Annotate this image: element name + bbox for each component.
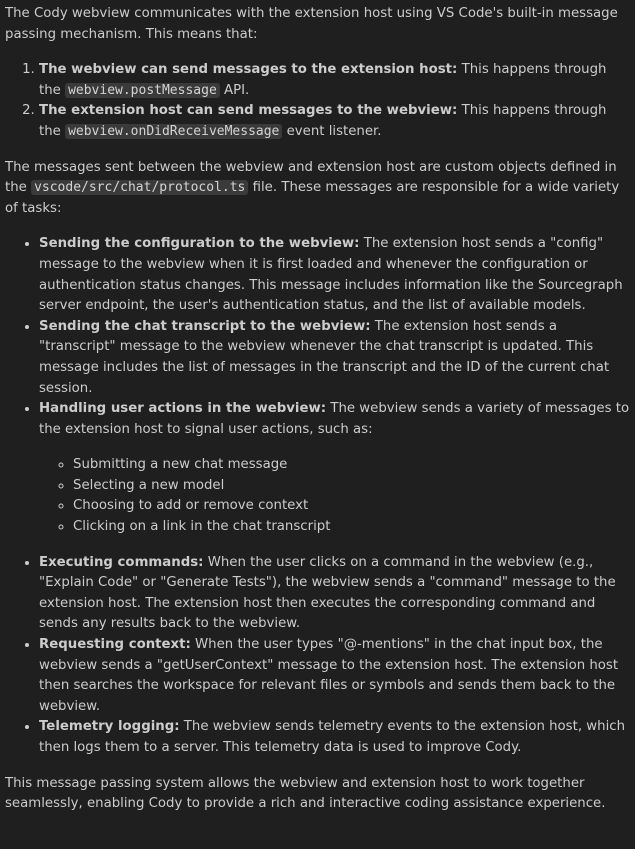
task-title: Sending the configuration to the webview:: [39, 236, 360, 252]
user-action-item: ◦ Clicking on a link in the chat transcript: [73, 517, 630, 538]
direction-item-webview-to-host: [39, 60, 630, 101]
direction-text: event listener.: [282, 123, 382, 139]
task-text: The extension host sends a "config" message to the webview when it is first loaded and whenever the configuration or authentication status changes. This message includes information like the Sourcegraph server endpoint, the user's authentication status, and the list of available models.: [39, 236, 623, 314]
direction-list: [5, 60, 630, 142]
inline-code: vscode/src/chat/protocol.ts: [31, 180, 248, 195]
task-text: The webview sends telemetry events to the extension host, which then logs them to a server. This telemetry data is used to improve Cody.: [39, 719, 626, 755]
direction-title: The webview can send messages to the extension host:: [39, 62, 458, 78]
task-item-configuration: [39, 234, 630, 316]
task-title: Sending the chat transcript to the webview:: [39, 318, 371, 334]
user-action-item: ◦ Choosing to add or remove context: [73, 496, 630, 517]
protocol-text: The messages sent between the webview and extension host are custom objects defined in the: [5, 159, 617, 196]
task-item-user-actions: [39, 399, 630, 538]
task-text: The extension host sends a "transcript" message to the webview whenever the chat transcript is updated. This message includes the list of messages in the transcript and the ID of the current chat session.: [39, 318, 610, 396]
user-action-list: [39, 455, 630, 537]
protocol-text: file. These messages are responsible for a wide variety of tasks:: [5, 180, 620, 216]
task-item-transcript: [39, 317, 630, 399]
task-text: When the user clicks on a command in the webview (e.g., "Explain Code" or "Generate Tests"), the webview sends a "command" message to the extension host. The extension host then executes the corresponding command and sends any results back to the webview.: [39, 554, 616, 632]
task-text: The webview sends a variety of messages to the extension host to signal user actions, such as:: [39, 401, 630, 437]
conclusion-paragraph: This message passing system allows the webview and extension host to work together seamlessly, enabling Cody to provide a rich and interactive coding assistance experience.: [5, 775, 606, 812]
direction-text: API.: [219, 82, 250, 98]
task-list: [5, 234, 630, 758]
task-item-commands: [39, 553, 630, 635]
task-item-telemetry: [39, 717, 630, 758]
user-action-item: ◦ Submitting a new chat message: [73, 455, 630, 476]
intro-paragraph: The Cody webview communicates with the extension host using VS Code's built-in message passing mechanism. This means that:: [5, 6, 618, 42]
task-title: Requesting context:: [39, 637, 191, 653]
direction-item-host-to-webview: [39, 101, 630, 142]
task-item-context: [39, 635, 630, 717]
inline-code: webview.postMessage: [65, 83, 220, 98]
inline-code: webview.onDidReceiveMessage: [65, 124, 282, 139]
direction-title: The extension host can send messages to the webview:: [39, 103, 458, 119]
task-title: Telemetry logging:: [39, 719, 180, 735]
direction-text: This happens through the: [39, 103, 607, 139]
task-text: When the user types "@-mentions" in the chat input box, the webview sends a "getUserContext" message to the extension host. The extension host then searches the workspace for relevant files or symbols and sends them back to the webview.: [39, 637, 619, 714]
direction-text: This happens through the: [39, 62, 607, 98]
protocol-paragraph: [5, 158, 630, 220]
task-title: Handling user actions in the webview:: [39, 401, 327, 417]
task-title: Executing commands:: [39, 554, 204, 570]
user-action-item: ◦ Selecting a new model: [73, 476, 630, 497]
